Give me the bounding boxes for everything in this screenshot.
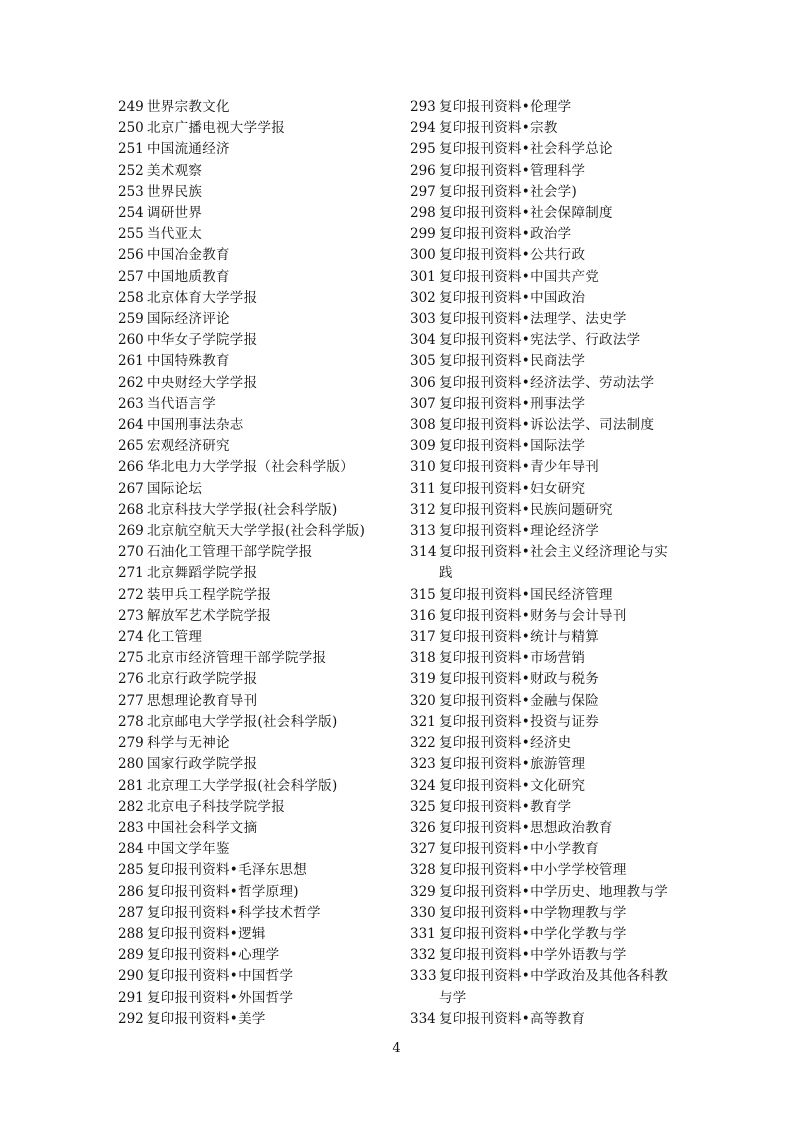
- entry-number: 326: [410, 819, 436, 836]
- journal-title: 复印报刊资料•统计与精算: [439, 629, 600, 646]
- journal-entry: [118, 606, 398, 627]
- entry-number: 261: [118, 353, 144, 370]
- journal-title: 复印报刊资料•青少年导刊: [439, 459, 600, 476]
- journal-entry: [410, 606, 678, 627]
- entry-number: 273: [118, 607, 144, 624]
- entry-number: 309: [410, 438, 436, 455]
- journal-entry: [118, 415, 398, 436]
- journal-title: 装甲兵工程学院学报: [147, 586, 272, 603]
- journal-title: 复印报刊资料•政治学: [439, 226, 572, 243]
- journal-title: 复印报刊资料•哲学原理): [147, 883, 299, 900]
- entry-number: 267: [118, 480, 144, 497]
- journal-title: 复印报刊资料•宪法学、行政法学: [439, 332, 641, 349]
- journal-entry: [118, 945, 398, 966]
- journal-title: 复印报刊资料•国民经济管理: [439, 586, 613, 603]
- journal-entry: [410, 118, 678, 139]
- journal-title: 石油化工管理干部学院学报: [147, 544, 313, 561]
- entry-number: 320: [410, 692, 436, 709]
- journal-title: 华北电力大学学报（社会科学版）: [147, 459, 354, 476]
- entry-number: 278: [118, 713, 144, 730]
- journal-title: 中国社会科学文摘: [147, 819, 258, 836]
- entry-number: 321: [410, 713, 436, 730]
- entry-number: 277: [118, 692, 144, 709]
- journal-title: 北京体育大学学报: [147, 289, 258, 306]
- journal-entry: [410, 500, 678, 521]
- journal-title: 复印报刊资料•公共行政: [439, 247, 586, 264]
- journal-title: 复印报刊资料•社会学): [439, 183, 578, 200]
- journal-entry: [410, 161, 678, 182]
- journal-entry: [118, 373, 398, 394]
- entry-number: 262: [118, 374, 144, 391]
- journal-entry: [118, 436, 398, 457]
- entry-number: 318: [410, 650, 436, 667]
- journal-entry: [118, 903, 398, 924]
- journal-entry: [118, 139, 398, 160]
- entry-number: 327: [410, 841, 436, 858]
- entry-number: 298: [410, 205, 436, 222]
- journal-entry: [410, 754, 678, 775]
- journal-title: 复印报刊资料•中国政治: [439, 289, 586, 306]
- journal-title: 宏观经济研究: [147, 438, 230, 455]
- journal-list-left: [118, 97, 398, 1030]
- journal-title: 国家行政学院学报: [147, 756, 258, 773]
- entry-number: 271: [118, 565, 144, 582]
- entry-number: 319: [410, 671, 436, 688]
- entry-number: 296: [410, 162, 436, 179]
- journal-entry: [410, 479, 678, 500]
- entry-number: 282: [118, 798, 144, 815]
- journal-entry: [410, 309, 678, 330]
- entry-number: 286: [118, 883, 144, 900]
- entry-number: 316: [410, 607, 436, 624]
- journal-entry: [410, 394, 678, 415]
- journal-title: 中国文学年鉴: [147, 841, 230, 858]
- journal-title: 复印报刊资料•外国哲学: [147, 989, 294, 1006]
- journal-entry: [118, 500, 398, 521]
- journal-title: 复印报刊资料•文化研究: [439, 777, 586, 794]
- entry-number: 285: [118, 862, 144, 879]
- journal-entry: [118, 203, 398, 224]
- journal-title: 复印报刊资料•财政与税务: [439, 671, 600, 688]
- entry-number: 315: [410, 586, 436, 603]
- journal-title: 复印报刊资料•中学外语教与学: [439, 947, 627, 964]
- journal-title: 复印报刊资料•科学技术哲学: [147, 904, 321, 921]
- journal-title: 当代语言学: [147, 395, 216, 412]
- entry-number: 260: [118, 332, 144, 349]
- entry-number: 305: [410, 353, 436, 370]
- journal-entry: [118, 542, 398, 563]
- journal-entry: [410, 903, 678, 924]
- journal-title: 中国冶金教育: [147, 247, 230, 264]
- journal-entry: [410, 797, 678, 818]
- journal-title: 复印报刊资料•旅游管理: [439, 756, 586, 773]
- journal-title: 复印报刊资料•社会主义经济理论与实践: [439, 544, 669, 582]
- entry-number: 288: [118, 925, 144, 942]
- entry-number: 249: [118, 99, 144, 115]
- journal-entry: [118, 797, 398, 818]
- journal-title: 复印报刊资料•伦理学: [439, 99, 572, 115]
- journal-title: 美术观察: [147, 162, 203, 179]
- journal-entry: [118, 245, 398, 266]
- journal-entry: [410, 521, 678, 542]
- journal-entry: [118, 394, 398, 415]
- journal-entry: [410, 882, 678, 903]
- journal-entry: [118, 521, 398, 542]
- entry-number: 281: [118, 777, 144, 794]
- journal-entry: [410, 776, 678, 797]
- journal-title: 化工管理: [147, 629, 203, 646]
- journal-entry: [118, 691, 398, 712]
- journal-title: 复印报刊资料•社会保障制度: [439, 205, 613, 222]
- journal-entry: [118, 161, 398, 182]
- journal-entry: [410, 373, 678, 394]
- journal-entry: [118, 648, 398, 669]
- journal-title: 科学与无神论: [147, 735, 230, 752]
- entry-number: 284: [118, 841, 144, 858]
- entry-number: 304: [410, 332, 436, 349]
- journal-entry: [410, 712, 678, 733]
- entry-number: 264: [118, 417, 144, 434]
- journal-title: 复印报刊资料•财务与会计导刊: [439, 607, 627, 624]
- journal-title: 复印报刊资料•毛泽东思想: [147, 862, 308, 879]
- journal-entry: [410, 182, 678, 203]
- journal-title: 复印报刊资料•诉讼法学、司法制度: [439, 417, 655, 434]
- entry-number: 300: [410, 247, 436, 264]
- journal-entry: [118, 818, 398, 839]
- journal-entry: [410, 288, 678, 309]
- entry-number: 332: [410, 947, 436, 964]
- entry-number: 325: [410, 798, 436, 815]
- entry-number: 291: [118, 989, 144, 1006]
- entry-number: 292: [118, 1010, 144, 1027]
- entry-number: 256: [118, 247, 144, 264]
- entry-number: 265: [118, 438, 144, 455]
- journal-title: 复印报刊资料•中学物理教与学: [439, 904, 627, 921]
- journal-entry: [118, 627, 398, 648]
- journal-title: 复印报刊资料•高等教育: [439, 1010, 586, 1027]
- journal-entry: [118, 309, 398, 330]
- journal-entry: [118, 479, 398, 500]
- journal-entry: [410, 585, 678, 606]
- entry-number: 324: [410, 777, 436, 794]
- journal-title: 复印报刊资料•市场营销: [439, 650, 586, 667]
- journal-title: 调研世界: [147, 205, 203, 222]
- entry-number: 333: [410, 968, 437, 985]
- journal-title: 复印报刊资料•民商法学: [439, 353, 586, 370]
- entry-number: 272: [118, 586, 144, 603]
- entry-number: 254: [118, 205, 144, 222]
- journal-entry: [118, 754, 398, 775]
- journal-title: 复印报刊资料•中学历史、地理教与学: [439, 883, 669, 900]
- journal-title: 北京广播电视大学学报: [147, 120, 285, 137]
- journal-entry: [410, 351, 678, 372]
- entry-number: 317: [410, 629, 436, 646]
- entry-number: 294: [410, 120, 436, 137]
- journal-title: 复印报刊资料•中国哲学: [147, 968, 294, 985]
- journal-title: 复印报刊资料•妇女研究: [439, 480, 586, 497]
- entry-number: 311: [410, 480, 436, 497]
- journal-title: 北京科技大学学报(社会科学版): [147, 501, 338, 518]
- journal-title: 复印报刊资料•中小学学校管理: [439, 862, 627, 879]
- journal-entry: [410, 818, 678, 839]
- journal-entry: [410, 691, 678, 712]
- entry-number: 312: [410, 501, 436, 518]
- journal-entry: [410, 436, 678, 457]
- journal-title: 复印报刊资料•管理科学: [439, 162, 586, 179]
- journal-entry: [118, 224, 398, 245]
- entry-number: 279: [118, 735, 144, 752]
- journal-entry: [410, 648, 678, 669]
- journal-title: 中国刑事法杂志: [147, 417, 244, 434]
- journal-entry: [118, 882, 398, 903]
- entry-number: 297: [410, 183, 436, 200]
- entry-number: 274: [118, 629, 144, 646]
- journal-entry: [410, 542, 678, 584]
- entry-number: 253: [118, 183, 144, 200]
- entry-number: 268: [118, 501, 144, 518]
- journal-entry: [410, 415, 678, 436]
- journal-entry: [118, 351, 398, 372]
- journal-title: 中国流通经济: [147, 141, 230, 158]
- entry-number: 302: [410, 289, 436, 306]
- journal-entry: [118, 1009, 398, 1030]
- entry-number: 283: [118, 819, 144, 836]
- journal-list-right: [410, 97, 678, 1030]
- journal-title: 复印报刊资料•民族问题研究: [439, 501, 613, 518]
- journal-entry: [118, 733, 398, 754]
- entry-number: 257: [118, 268, 144, 285]
- journal-title: 复印报刊资料•心理学: [147, 947, 280, 964]
- journal-title: 思想理论教育导刊: [147, 692, 258, 709]
- journal-entry: [118, 330, 398, 351]
- journal-title: 复印报刊资料•经济法学、劳动法学: [439, 374, 655, 391]
- journal-title: 世界宗教文化: [147, 99, 230, 115]
- entry-number: 308: [410, 417, 436, 434]
- page-number: 4: [392, 1041, 401, 1056]
- journal-entry: [118, 860, 398, 881]
- entry-number: 295: [410, 141, 436, 158]
- entry-number: 269: [118, 523, 144, 540]
- journal-title: 中华女子学院学报: [147, 332, 258, 349]
- entry-number: 301: [410, 268, 436, 285]
- journal-entry: [118, 669, 398, 690]
- entry-number: 313: [410, 523, 436, 540]
- entry-number: 263: [118, 395, 144, 412]
- journal-entry: [410, 203, 678, 224]
- journal-entry: [410, 224, 678, 245]
- journal-title: 国际论坛: [147, 480, 203, 497]
- journal-title: 复印报刊资料•宗教: [439, 120, 558, 137]
- entry-number: 299: [410, 226, 436, 243]
- journal-title: 北京市经济管理干部学院学报: [147, 650, 327, 667]
- journal-entry: [410, 669, 678, 690]
- entry-number: 287: [118, 904, 144, 921]
- journal-entry: [410, 839, 678, 860]
- entry-number: 293: [410, 99, 436, 115]
- journal-title: 北京行政学院学报: [147, 671, 258, 688]
- entry-number: 310: [410, 459, 436, 476]
- journal-title: 当代亚太: [147, 226, 203, 243]
- journal-entry: [410, 1009, 678, 1030]
- journal-title: 复印报刊资料•教育学: [439, 798, 572, 815]
- entry-number: 328: [410, 862, 436, 879]
- journal-entry: [118, 267, 398, 288]
- journal-title: 国际经济评论: [147, 311, 230, 328]
- entry-number: 266: [118, 459, 144, 476]
- entry-number: 258: [118, 289, 144, 306]
- journal-title: 中国特殊教育: [147, 353, 230, 370]
- journal-entry: [410, 457, 678, 478]
- journal-title: 北京舞蹈学院学报: [147, 565, 258, 582]
- journal-entry: [118, 118, 398, 139]
- entry-number: 255: [118, 226, 144, 243]
- journal-title: 北京理工大学学报(社会科学版): [147, 777, 338, 794]
- journal-entry: [118, 776, 398, 797]
- entry-number: 290: [118, 968, 144, 985]
- journal-entry: [118, 563, 398, 584]
- journal-title: 复印报刊资料•经济史: [439, 735, 572, 752]
- entry-number: 322: [410, 735, 436, 752]
- entry-number: 251: [118, 141, 144, 158]
- journal-entry: [410, 627, 678, 648]
- journal-entry: [410, 267, 678, 288]
- journal-title: 复印报刊资料•逻辑: [147, 925, 266, 942]
- journal-title: 复印报刊资料•思想政治教育: [439, 819, 613, 836]
- journal-title: 复印报刊资料•理论经济学: [439, 523, 600, 540]
- entry-number: 314: [410, 544, 437, 561]
- entry-number: 306: [410, 374, 436, 391]
- journal-title: 复印报刊资料•中小学教育: [439, 841, 600, 858]
- journal-entry: [118, 457, 398, 478]
- journal-title: 复印报刊资料•中学政治及其他各科教与学: [439, 968, 669, 1006]
- journal-entry: [118, 966, 398, 987]
- journal-title: 复印报刊资料•中学化学教与学: [439, 925, 627, 942]
- entry-number: 303: [410, 311, 436, 328]
- journal-entry: [410, 733, 678, 754]
- journal-entry: [118, 288, 398, 309]
- entry-number: 334: [410, 1010, 436, 1027]
- journal-entry: [118, 585, 398, 606]
- entry-number: 329: [410, 883, 436, 900]
- journal-title: 中国地质教育: [147, 268, 230, 285]
- journal-entry: [118, 924, 398, 945]
- entry-number: 289: [118, 947, 144, 964]
- journal-title: 北京邮电大学学报(社会科学版): [147, 713, 338, 730]
- entry-number: 280: [118, 756, 144, 773]
- journal-entry: [410, 966, 678, 1008]
- entry-number: 270: [118, 544, 144, 561]
- entry-number: 330: [410, 904, 436, 921]
- entry-number: 250: [118, 120, 144, 137]
- journal-entry: [410, 97, 678, 118]
- journal-entry: [410, 860, 678, 881]
- journal-title: 世界民族: [147, 183, 203, 200]
- journal-entry: [118, 182, 398, 203]
- journal-title: 复印报刊资料•国际法学: [439, 438, 586, 455]
- journal-entry: [410, 330, 678, 351]
- entry-number: 307: [410, 395, 436, 412]
- journal-title: 复印报刊资料•金融与保险: [439, 692, 600, 709]
- journal-title: 复印报刊资料•中国共产党: [439, 268, 600, 285]
- journal-title: 北京电子科技学院学报: [147, 798, 285, 815]
- journal-entry: [410, 945, 678, 966]
- journal-entry: [118, 97, 398, 118]
- journal-title: 复印报刊资料•投资与证券: [439, 713, 600, 730]
- entry-number: 331: [410, 925, 436, 942]
- journal-title: 解放军艺术学院学报: [147, 607, 272, 624]
- journal-entry: [118, 712, 398, 733]
- entry-number: 323: [410, 756, 436, 773]
- journal-title: 复印报刊资料•美学: [147, 1010, 266, 1027]
- journal-entry: [118, 839, 398, 860]
- journal-entry: [410, 139, 678, 160]
- entry-number: 259: [118, 311, 144, 328]
- entry-number: 276: [118, 671, 144, 688]
- journal-title: 复印报刊资料•刑事法学: [439, 395, 586, 412]
- journal-title: 中央财经大学学报: [147, 374, 258, 391]
- entry-number: 252: [118, 162, 144, 179]
- entry-number: 275: [118, 650, 144, 667]
- journal-title: 复印报刊资料•法理学、法史学: [439, 311, 627, 328]
- journal-entry: [410, 245, 678, 266]
- journal-title: 北京航空航天大学学报(社会科学版): [147, 523, 366, 540]
- journal-entry: [118, 988, 398, 1009]
- journal-title: 复印报刊资料•社会科学总论: [439, 141, 613, 158]
- journal-entry: [410, 924, 678, 945]
